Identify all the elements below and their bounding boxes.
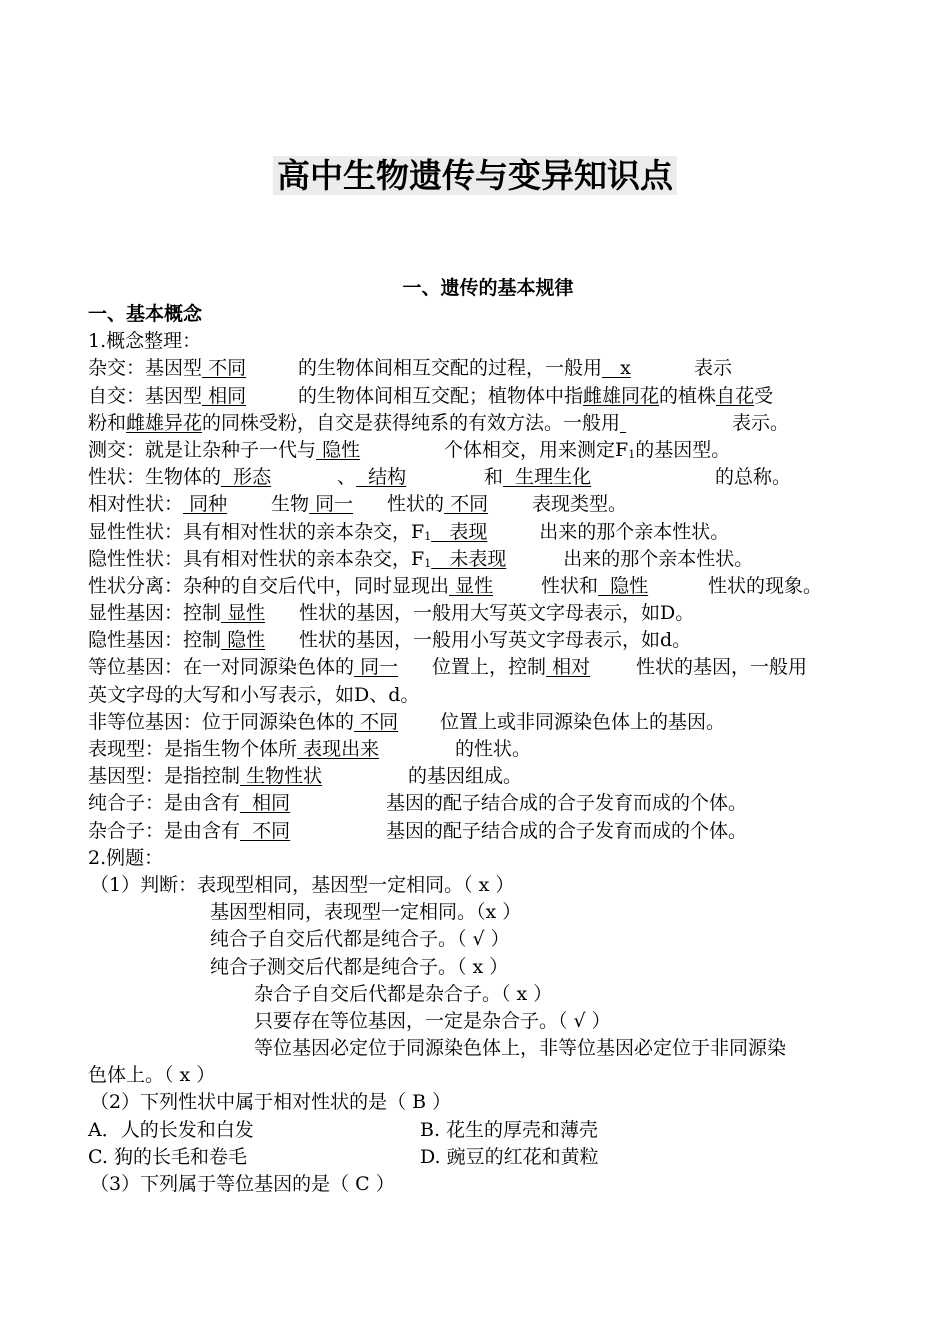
blank: 不同 [208,357,247,380]
blank: 显性 [227,602,266,625]
line-zahe: 杂合子：是由含有 不同 基因的配子结合成的合子发育而成的个体。 [88,818,898,845]
judge-item: 基因型相同，表现型一定相同。（x ） [210,901,522,924]
blank: 未表现 [449,547,507,570]
question-2: （2）下列性状中属于相对性状的是（ B ） [90,1091,452,1114]
judge-item: 杂合子自交后代都是杂合子。（ x ） [254,982,553,1005]
blank: x [620,357,631,380]
judge-item: （1）判断：表现型相同，基因型一定相同。（ x ） [90,873,515,896]
judge-item: 只要存在等位基因，一定是杂合子。（ √ ） [254,1009,611,1032]
line-zijiao-2: 粉和雌雄异花的同株受粉，自交是获得纯系的有效方法。一般用 表示。 [88,410,898,437]
judge-item: 等位基因必定位于同源染色体上，非等位基因必定位于非同源染 [254,1037,787,1060]
blank: 形态 [233,466,272,489]
question-3: （3）下列属于等位基因的是（ C ） [90,1173,395,1195]
options-row [88,1144,898,1171]
line-cejiao: 测交：就是让杂种子一代与 隐性 个体相交，用来测定$F_1$的基因型。 [88,437,898,464]
blank: 不同 [450,493,489,516]
blank: 隐性 [322,438,361,461]
line-yxjiyin: 隐性基因：控制 隐性 性状的基因，一般用小写英文字母表示，如d。 [88,627,898,654]
line-feidengwei: 非等位基因：位于同源染色体的 不同 位置上或非同源染色体上的基因。 [88,709,898,736]
blank: 同一 [360,656,399,679]
option-d: D. 豌豆的红花和黄粒 [420,1145,599,1168]
line-chunhe: 纯合子：是由含有 相同 基因的配子结合成的合子发育而成的个体。 [88,790,898,817]
option-c: C. 狗的长毛和卷毛 [88,1145,247,1168]
concept-heading: 1.概念整理： [88,330,202,353]
subsection-heading: 一、基本概念 [88,303,203,325]
blank: 同种 [189,493,228,516]
page-title: 高中生物遗传与变异知识点 [0,152,950,200]
blank: 不同 [252,819,291,842]
blank: 相同 [252,792,291,815]
line-biaoxian: 表现型：是指生物个体所 表现出来 的性状。 [88,736,898,763]
blank: 相同 [208,384,247,407]
judge-item: 色体上。（ x ） [88,1064,216,1087]
line-dengwei: 等位基因：在一对同源染色体的 同一 位置上，控制 相对 性状的基因，一般用 [88,654,898,681]
line-yinxing: 隐性性状：具有相对性状的亲本杂交，$F_1$ 未表现 出来的那个亲本性状。 [88,546,898,573]
line-jiyinxing: 基因型：是指控制 生物性状 的基因组成。 [88,763,898,790]
section-heading: 一、遗传的基本规律 [402,277,574,299]
line-dengwei-2: 英文字母的大写和小写表示，如D、d。 [88,683,420,706]
judge-item: 纯合子自交后代都是纯合子。（ √ ） [210,928,510,951]
blank: 同一 [315,493,354,516]
line-zajiao: 杂交：基因型 不同 的生物体间相互交配的过程，一般用 x 表示 [88,355,898,382]
line-xiangdui: 相对性状： 同种 生物 同一 性状的 不同 表现类型。 [88,491,898,518]
blank: 不同 [360,710,399,733]
blank: 生物性状 [246,765,323,788]
option-a: A．人的长发和白发 [88,1118,254,1141]
content-body [88,301,898,1198]
judge-item: 纯合子测交后代都是纯合子。（ x ） [210,955,509,978]
blank: 表现 [449,520,488,543]
blank: 隐性 [227,629,266,652]
line-xingzhuang: 性状：生物体的 形态 、 结构 和 生理生化 的总称。 [88,464,898,491]
options-row [88,1117,898,1144]
blank: 结构 [368,466,407,489]
blank [620,410,732,437]
line-xianxing: 显性性状：具有相对性状的亲本杂交，$F_1$ 表现 出来的那个亲本性状。 [88,519,898,546]
blank: 显性 [455,574,494,597]
blank: 表现出来 [303,738,380,760]
line-zijiao: 自交：基因型 相同 的生物体间相互交配；植物体中指雌雄同花的植株自花受 [88,383,898,410]
example-heading: 2.例题： [88,846,164,869]
option-b: B. 花生的厚壳和薄壳 [420,1118,599,1141]
line-xxjiyin: 显性基因：控制 显性 性状的基因，一般用大写英文字母表示，如D。 [88,600,898,627]
blank: 生理生化 [515,466,592,489]
blank: 隐性 [610,574,649,597]
blank: 相对 [552,656,591,679]
line-fenli: 性状分离：杂种的自交后代中，同时显现出 显性 性状和 隐性 性状的现象。 [88,573,898,600]
